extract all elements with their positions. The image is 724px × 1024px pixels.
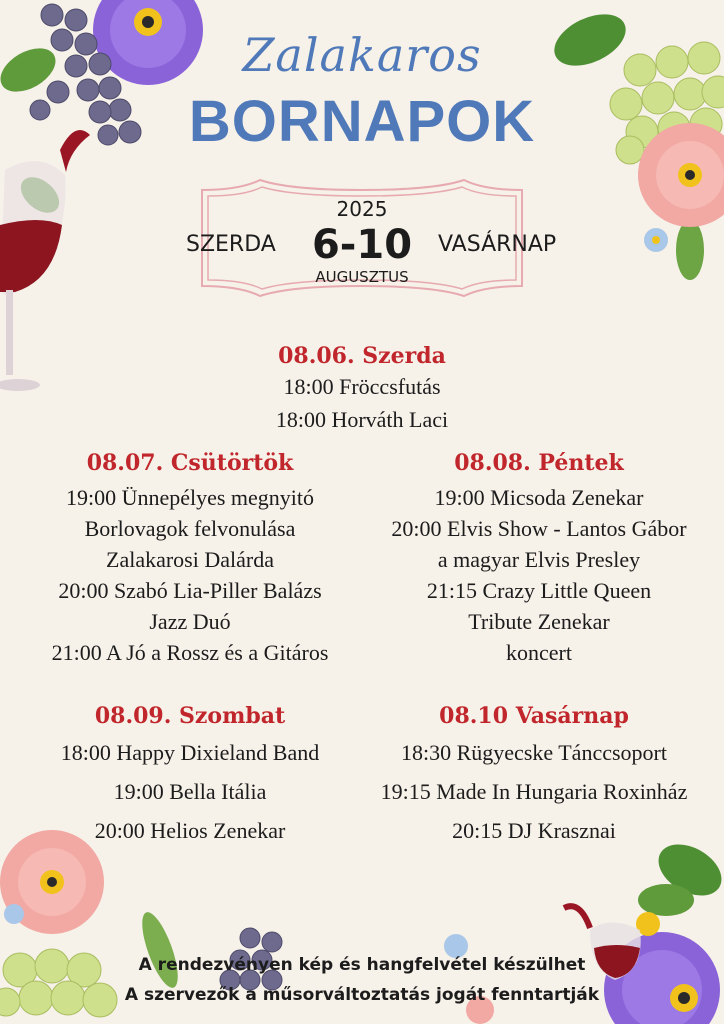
event-item: 21:00 A Jó a Rossz és a Gitáros: [51, 640, 329, 665]
day-block-thursday: [20, 450, 360, 668]
day-heading: 08.08. Péntek: [454, 450, 624, 476]
date-range: 6-10: [311, 222, 413, 268]
event-item: 19:00 Ünnepélyes megnyitó: [65, 485, 315, 510]
event-item: 21:15 Crazy Little Queen: [426, 578, 652, 603]
event-item: 18:00 Fröccsfutás: [283, 374, 441, 399]
day-heading: 08.06. Szerda: [278, 343, 446, 369]
event-item: Borlovagok felvonulása: [84, 516, 296, 541]
event-item: Zalakarosi Dalárda: [106, 547, 274, 572]
event-item: 19:15 Made In Hungaria Roxinház: [380, 779, 688, 804]
event-item: koncert: [506, 640, 572, 665]
footer-note-changes: A szervezők a műsorváltoztatás jogát fenntartják: [124, 985, 600, 1005]
event-item: 19:00 Bella Itália: [113, 779, 267, 804]
day-block-friday: [364, 450, 714, 668]
event-item: 19:00 Micsoda Zenekar: [434, 485, 644, 510]
event-item: 18:30 Rügyecske Tánccsoport: [401, 740, 667, 765]
day-heading: 08.09. Szombat: [94, 703, 286, 729]
year: 2025: [336, 197, 388, 221]
event-title-script: Zalakaros: [242, 28, 482, 82]
start-day: SZERDA: [186, 232, 276, 257]
event-item: Jazz Duó: [149, 609, 231, 634]
leaf-icon: [638, 834, 724, 916]
event-item: 18:00 Horváth Laci: [275, 407, 449, 432]
leaf-icon: [135, 908, 185, 991]
month: AUGUSZTUS: [315, 268, 409, 286]
day-heading: 08.07. Csütörtök: [86, 450, 294, 476]
event-item: 20:15 DJ Krasznai: [452, 818, 616, 843]
event-item: Tribute Zenekar: [468, 609, 610, 634]
event-item: a magyar Elvis Presley: [437, 547, 641, 572]
event-title: BORNAPOK: [188, 89, 536, 154]
day-heading: 08.10 Vasárnap: [439, 703, 629, 729]
footer-note-recording: A rendezvényen kép és hangfelvétel készülhet: [138, 955, 586, 975]
event-item: 18:00 Happy Dixieland Band: [60, 740, 320, 765]
event-item: 20:00 Helios Zenekar: [94, 818, 286, 843]
event-item: 20:00 Szabó Lia-Piller Balázs: [58, 578, 322, 603]
event-item: 20:00 Elvis Show - Lantos Gábor: [391, 516, 687, 541]
day-block-saturday: [20, 703, 360, 846]
day-block-wednesday: [0, 343, 724, 435]
day-block-sunday: [354, 703, 714, 846]
end-day: VASÁRNAP: [438, 232, 557, 257]
